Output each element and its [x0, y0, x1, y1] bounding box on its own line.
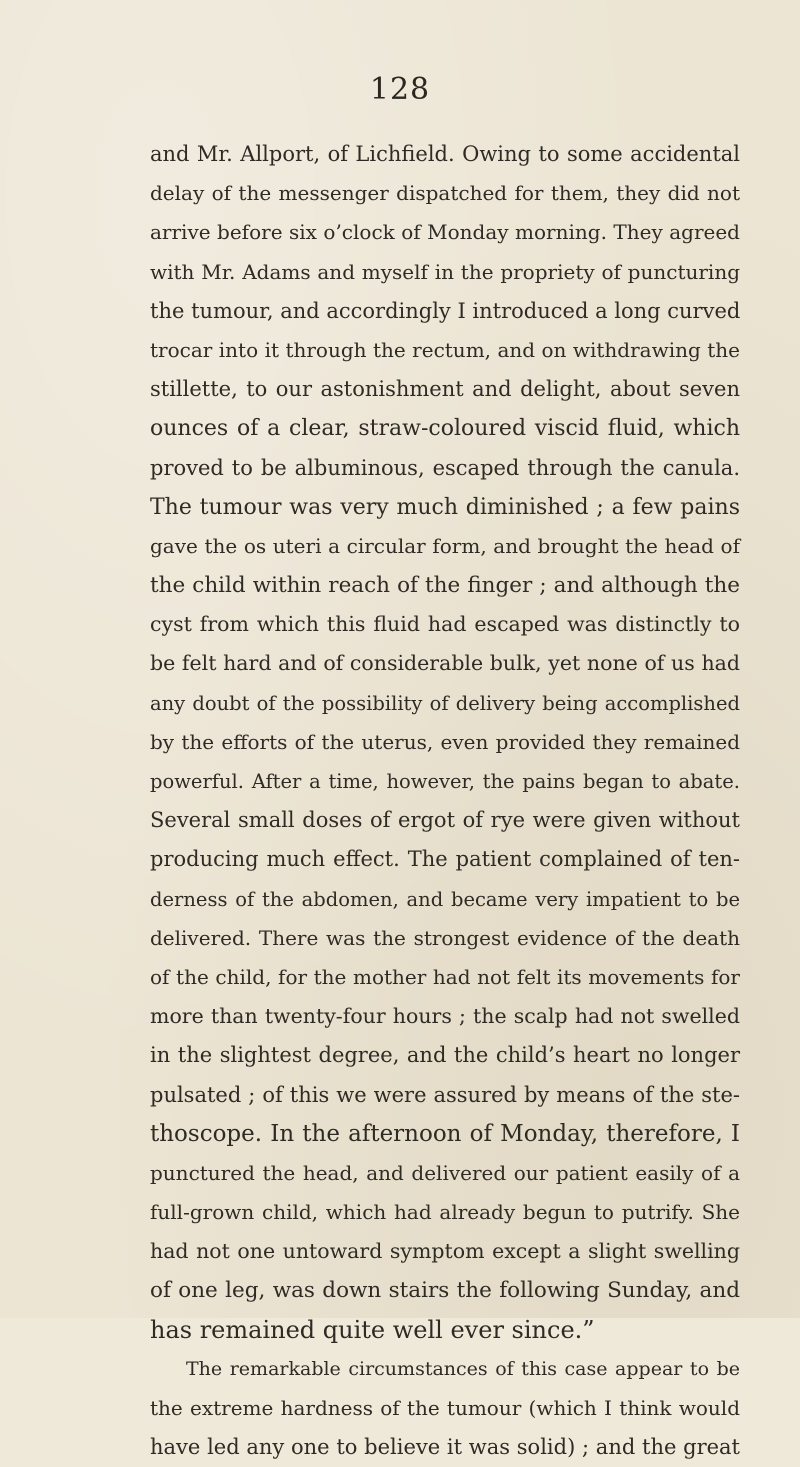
page-number: 128 — [369, 72, 431, 107]
body-text — [150, 135, 740, 1467]
text-line: derness of the abdomen, and became very impatient to be — [150, 887, 740, 911]
text-line: more than twenty-four hours ; the scalp had not swelled — [150, 1004, 740, 1029]
text-line: proved to be albuminous, escaped through the canula. — [150, 455, 740, 480]
text-line: cyst from which this fluid had escaped was distinctly to — [150, 612, 740, 637]
text-line: gave the os uteri a circular form, and brought the head of — [150, 533, 740, 558]
text-line: the tumour, and accordingly I introduced a long curved — [150, 298, 741, 323]
text-line: delay of the messenger dispatched for them, they did not — [150, 181, 740, 206]
text-line: Several small doses of ergot of rye were given without — [150, 808, 740, 833]
text-line: The tumour was very much diminished ; a few pains — [150, 494, 740, 520]
text-line: full-grown child, which had already begun to putrify. She — [150, 1200, 740, 1225]
text-line: any doubt of the possibility of delivery being accomplished — [150, 691, 740, 715]
text-line: by the efforts of the uterus, even provided they remained — [150, 729, 740, 754]
text-line: be felt hard and of considerable bulk, yet none of us had — [150, 651, 740, 676]
text-line: delivered. There was the strongest evidence of the death — [150, 925, 740, 950]
text-line: producing much effect. The patient complained of ten- — [150, 847, 740, 872]
text-line: thoscope. In the afternoon of Monday, therefore, I — [150, 1120, 740, 1147]
text-line: has remained quite well ever since.” — [150, 1315, 595, 1344]
text-line: stillette, to our astonishment and delight, about seven — [150, 377, 740, 402]
text-line: The remarkable circumstances of this case appear to be — [186, 1357, 740, 1380]
text-line: powerful. After a time, however, the pains began to abate. — [150, 770, 740, 793]
text-line: punctured the head, and delivered our patient easily of a — [150, 1160, 740, 1185]
text-line: of the child, for the mother had not felt its movements for — [150, 964, 740, 989]
text-line: and Mr. Allport, of Lichfield. Owing to some accidental — [150, 142, 740, 166]
text-line: trocar into it through the rectum, and on withdrawing the — [150, 337, 740, 362]
text-line: in the slightest degree, and the child’s heart no longer — [150, 1043, 740, 1068]
text-line: have led any one to believe it was solid) ; and the great — [150, 1435, 740, 1460]
text-line: ounces of a clear, straw-coloured viscid fluid, which — [150, 416, 740, 442]
text-line: with Mr. Adams and myself in the propriety of puncturing — [150, 259, 740, 284]
text-line: arrive before six o’clock of Monday morning. They agreed — [150, 220, 740, 245]
text-line: of one leg, was down stairs the following Sunday, and — [150, 1278, 740, 1304]
text-line: the extreme hardness of the tumour (which I think would — [150, 1396, 740, 1420]
text-line: had not one untoward symptom except a slight swelling — [150, 1239, 740, 1264]
text-line: pulsated ; of this we were assured by means of the ste- — [150, 1082, 740, 1107]
text-line: the child within reach of the finger ; and although the — [150, 573, 740, 599]
